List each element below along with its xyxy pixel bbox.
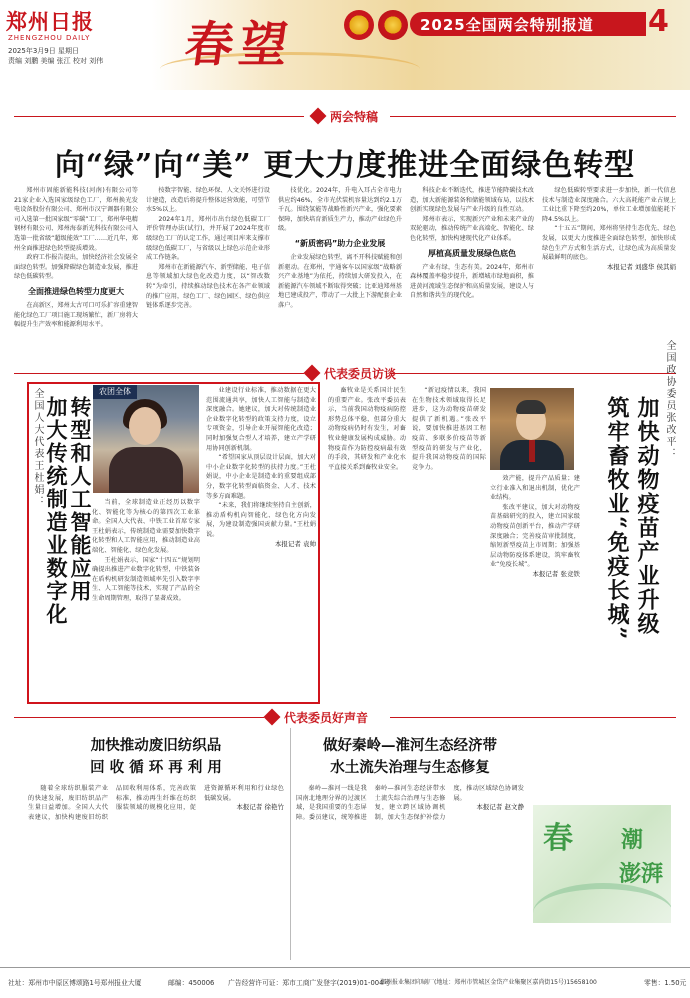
main-subheading-1: 全面推进绿色转型力度更大 — [28, 286, 124, 296]
main-article-col1: 郑州市固能新能科技(河南)有限公司等21家企业入选国家级绿色工厂，郑州换光发电设备股份有限公司、郑州市汉宁调器有限公司入选第一批国家级“零碳”工厂，郑州华电精钢材有限公司、郑州海泰新光科技有限公司入选第一批省级“超级能效”工厂……近几年，郑州全面推进绿色转型提质增效。 政府工作报告提出，加快经济社会发展全面绿色转型。加强降碳绿色制造业发展，推进绿色低碳转型。 全面推进绿色转型力度更大 在高新区，郑州太古可口可乐扩容重建智能化绿色工厂项目施工现场繁忙，新厂房将大幅提升生产效率和能源利用水平。 — [14, 187, 138, 329]
chunchao-char-3: 澎湃 — [619, 861, 664, 887]
issue-date: 2025年3月9日 星期日 — [8, 47, 79, 55]
diamond-icon — [264, 709, 281, 726]
page-number: 4 — [648, 4, 669, 39]
left-article-title-2: 加大传统制造业数字化 — [44, 396, 69, 626]
tag-rule-right — [390, 116, 676, 117]
bottom-mid-title-2: 水土流失治理与生态修复 — [330, 759, 490, 776]
tag-rule-left — [14, 116, 304, 117]
footer-address: 社址：郑州市中原区博颂路1号郑州报业大厦 — [8, 979, 142, 987]
main-article-col2: 按数字智能、绿色环保、人文关怀进行设计建造，改造后将提升整体运营效能，可望节水5%以上。 2024年1月，郑州市出台绿色低碳工厂评价管理办法(试行)，并开展了2024年度市级绿色工厂的认定工作，通过项目库来支撑市级绿色低碳工厂，与省级以上绿色示范企业形成工作链条。 郑州市在新能源汽车、新型储能、电子信息等领域加大绿色化改造力度，以“智改数转”为牵引，持续推动绿色技术在各产业领域的推广应用，绿色工厂、绿色园区、绿色供应链体系逐步完善。 — [146, 187, 270, 310]
main-article-author: 本报记者 刘盛华 侯其娟 — [606, 262, 676, 271]
right-article-author: 本报记者 张竞铁 — [532, 569, 580, 578]
right-article-byline: 全国政协委员张改平： — [664, 340, 675, 460]
bottom-mid-body: 秦岭—淮河一线是我国南北地理分界的过渡区域，是我国重要的生态屏障。委员建议，统筹推进秦岭—淮河生态经济带水土流失综合治理与生态修复，建立跨区域协调机制，加大生态保护补偿力度，推动区域绿色协调发展。 本报记者 赵文静 — [296, 785, 524, 821]
left-article-title-1: 转型和人工智能应用 — [68, 396, 93, 603]
newspaper-logo: 郑州日报 — [6, 9, 94, 34]
right-article-title-1: 加快动物疫苗产业升级 — [634, 396, 660, 636]
bottom-mid-author: 本报记者 赵文静 — [476, 803, 524, 812]
photo-badge: 农团全体 — [93, 385, 137, 399]
right-article-photo — [490, 388, 574, 470]
main-subheading-2: “新质密码”助力企业发展 — [294, 238, 386, 248]
chunchao-char-2: 潮 — [621, 827, 644, 853]
editor-credits: 责编 刘鹏 美编 张江 校对 刘伟 — [8, 57, 104, 65]
bottom-rule-right — [390, 717, 676, 718]
masthead — [0, 0, 690, 90]
left-article-photo — [93, 385, 199, 493]
bottom-divider-1 — [290, 728, 291, 960]
newspaper-logo-en: ZHENGZHOU DAILY — [8, 34, 91, 42]
interview-rule-right — [390, 373, 676, 374]
wave-decoration — [533, 883, 671, 923]
right-article-col2: “新冠疫情以来，我国在生物技术领域取得长足进步，这为动物疫苗研发提供了新机遇。”张改平说，要加快推进基因工程疫苗、多联多价疫苗等新型疫苗的研发与产业化，提升我国动物疫苗的国际竞争力。 — [412, 387, 486, 471]
section-tag-interview-text: 代表委员访谈 — [324, 367, 397, 381]
right-article-col1: 畜牧业是关系国计民生的重要产业。张改平委员表示，当前我国动物疫病防控形势总体平稳，但部分重大动物疫病仍时有发生，对畜牧业健康发展构成威胁。动物疫苗作为防控疫病最有效的手段，其研发和产业化水平直接关系到畜牧业安全。 — [328, 387, 406, 471]
diamond-icon — [304, 365, 321, 382]
bottom-rule-left — [14, 717, 264, 718]
main-article-col5: 绿色低碳转型要求进一步加快，新一代信息技术与制造业深度融合。六大高耗能产业占规上工业比重下降至约20%，单位工业增加值能耗下降4.5%以上。 “十五五”期间，郑州将坚持生态优先、绿色发展，以更大力度推进全面绿色转型，加快形成绿色生产方式和生活方式，让绿色成为高质量发展最鲜明的底色。 本报记者 刘盛华 侯其娟 — [542, 187, 676, 271]
chunchao-char-1: 春 — [543, 821, 573, 856]
special-report-title: 2025全国两会特别报道 — [420, 16, 594, 34]
right-article-title-2: 筑牢畜牧业“免疫长城” — [604, 396, 630, 642]
footer-license: 广告经营许可证：郑市工商广发登字(2019)01-004号 — [228, 979, 391, 987]
left-article-author: 本报记者 袁帅 — [274, 539, 316, 548]
main-article-col3: 技优化。2024年，升电入耳占全市电力供应约46%，全市光伏装机容量达到约2.1万千瓦。围绕氢能等战略性新兴产业，强化要素保障，加快培育新质生产力，推动产业绿色升级。 “新质密码”助力企业发展 企业发展绿色转型，离不开科技赋能和创新驱动。在郑州，宇通客车以国家级“战略新兴产业基地”为依托，持续加大研发投入，在新能源汽车领域不断取得突破；比亚迪郑州基地已建成投产，带动了一大批上下游配套企业落户。 — [278, 187, 402, 309]
bottom-mid-title-1: 做好秦岭—淮河生态经济带 — [323, 737, 497, 754]
footer-printer: 郑州报业集团印刷厂(地址：郑州市管城区金岱产业集聚区嘉尚街15号)15658100 — [380, 979, 597, 986]
main-subheading-3: 厚植高质量发展绿色底色 — [428, 248, 516, 258]
right-article-col3: 效产能，提升产品质量；建立行业准入和退出机制，优化产业结构。 张改平建议，加大对动物疫苗基础研究的投入，建立国家级动物疫苗创新平台，推动产学研深度融合；完善疫苗审批制度，缩短新型疫苗上市周期；加强基层动物防疫体系建设，筑牢畜牧业“免疫长城”。 本报记者 张竞铁 — [490, 475, 580, 578]
cppcc-emblem-icon — [378, 10, 408, 40]
national-emblem-icon — [344, 10, 374, 40]
section-tag-top-text: 两会特稿 — [330, 110, 379, 124]
left-article-col1: 当前，全球制造业正经历以数字化、智能化等为核心的第四次工业革命。全国人大代表、中铁工业首席专家王杜娟表示，传统制造业需要加快数字化转型和人工智能应用，推动制造业高端化、智能化、绿色化发展。 王杜娟表示，国家“十四五”规划明确提出推进产业数字化转型，中铁装备在盾构机研发制造领域率先引入数字孪生、人工智能等技术，实现了产品的全生命周期管理，取得了显著成效。 — [92, 499, 200, 602]
footer-price: 零售：1.50元 — [644, 979, 687, 987]
spring-title: 春望 — [181, 17, 298, 73]
left-article-byline: 全国人大代表王杜娟： — [32, 388, 43, 508]
section-tag-bottom-text: 代表委员好声音 — [284, 711, 369, 725]
bottom-left-author: 本报记者 徐艳竹 — [236, 803, 284, 812]
footer-postcode: 邮编：450006 — [168, 979, 215, 987]
bottom-left-title-1: 加快推动废旧纺织品 — [90, 737, 222, 754]
interview-rule-left — [14, 373, 304, 374]
main-headline: 向“绿”向“美” 更大力度推进全面绿色转型 — [54, 148, 636, 183]
left-article-col2: 业建设行业标准，推动数据在更大范围流通共享，加快人工智能与制造业深度融合。她建议，加大对传统制造业企业数字化转型的政策支持力度，设立专项资金，引导企业开展智能化改造；同时加强复合型人才培养，建立产学研用协同创新机制。 “希望国家从顶层设计层面，加大对中小企业数字化转型的扶持力度。”王杜娟说，中小企业是制造业的重要组成部分，数字化转型面临资金、人才、技术等多方面难题。 “未来，我们将继续坚持自主创新，推动盾构机向智能化、绿色化方向发展，为建设制造强国贡献力量。”王杜娟说。 本报记者 袁帅 — [206, 387, 316, 548]
bottom-left-body: 随着全球纺织服装产业的快速发展，废旧纺织品产生量日益增加。全国人大代表建议，加快构建废旧纺织品回收利用体系，完善政策标准，推动再生纤维在纺织服装领域的规模化应用，促进资源循环利用和行业绿色低碳发展。 本报记者 徐艳竹 — [28, 785, 284, 821]
bottom-left-title-2: 回 收 循 环 再 利 用 — [90, 759, 222, 776]
main-article-col4: 科技企业不断迭代，推进节能降碳技术改造，加大新能源装备和储能领域布局，以技术创新实现绿色发展与产业升级的良性互动。 郑州市表示，实现新兴产业和未来产业的双轮驱动，推动传统产业高端化、智能化、绿色化转型，加快构建现代化产业体系。 厚植高质量发展绿色底色 产业有绿，生态有美。2024年，郑州市森林覆盖率稳步提升，新增城市绿地面积，推进黄河流域生态保护和高质量发展，建设人与自然和谐共生的现代化。 — [410, 187, 534, 300]
chunchao-banner — [533, 805, 671, 923]
footer — [0, 967, 690, 998]
diamond-icon — [310, 108, 327, 125]
